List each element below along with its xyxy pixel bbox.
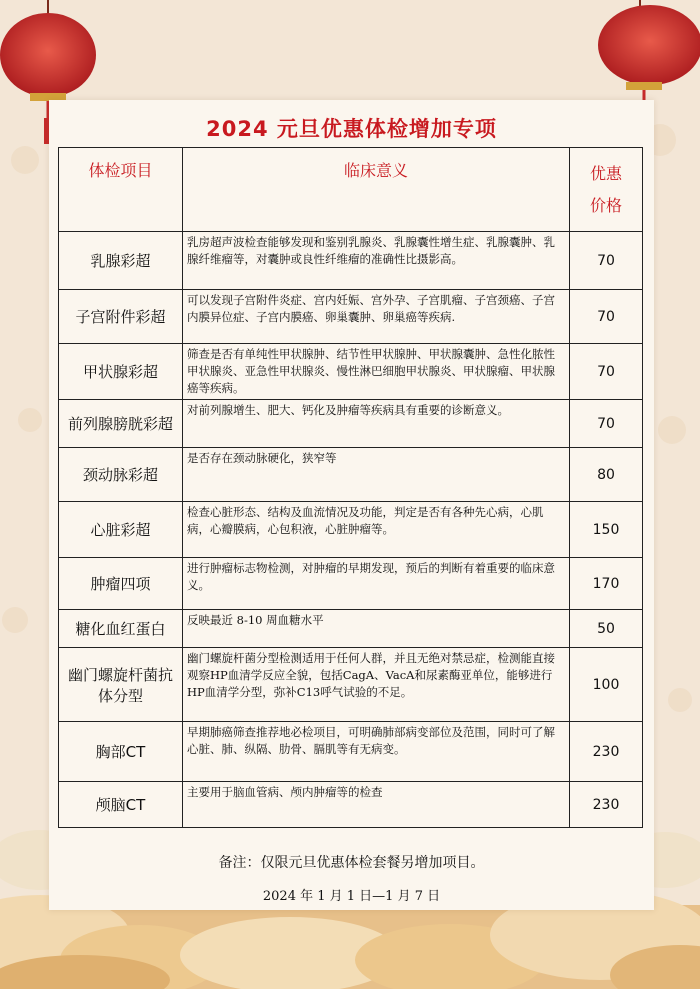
item-name: 乳腺彩超 — [59, 232, 183, 290]
item-meaning: 可以发现子宫附件炎症、宫内妊娠、宫外孕、子宫肌瘤、子宫颈癌、子宫内膜异位症、子宫内膜癌、卵巢囊肿、卵巢癌等疾病. — [183, 290, 570, 344]
item-name: 颈动脉彩超 — [59, 448, 183, 502]
item-name: 胸部CT — [59, 722, 183, 782]
table-row — [59, 232, 643, 290]
item-meaning: 主要用于脑血管病、颅内肿瘤等的检查 — [183, 782, 570, 828]
item-price: 50 — [570, 610, 643, 648]
table-row — [59, 782, 643, 828]
header-meaning: 临床意义 — [183, 148, 570, 232]
item-name: 颅脑CT — [59, 782, 183, 828]
note: 备注：仅限元旦优惠体检套餐另增加项目。 — [218, 855, 485, 871]
item-price: 100 — [570, 648, 643, 722]
item-meaning: 幽门螺旋杆菌分型检测适用于任何人群，并且无绝对禁忌症，检测能直接观察HP血清学反应全貌，包括CagA、VacA和尿素酶亚单位，能够进行HP血清学分型，弥补C13呼气试验的不足。 — [183, 648, 570, 722]
table-header-row — [59, 148, 643, 232]
item-price: 230 — [570, 722, 643, 782]
table-row — [59, 558, 643, 610]
item-price: 170 — [570, 558, 643, 610]
item-meaning: 是否存在颈动脉硬化，狭窄等 — [183, 448, 570, 502]
item-meaning: 进行肿瘤标志物检测，对肿瘤的早期发现，预后的判断有着重要的临床意义。 — [183, 558, 570, 610]
item-name: 糖化血红蛋白 — [59, 610, 183, 648]
item-price: 70 — [570, 400, 643, 448]
table-row — [59, 290, 643, 344]
table-row — [59, 648, 643, 722]
item-meaning: 反映最近 8-10 周血糖水平 — [183, 610, 570, 648]
header-item: 体检项目 — [59, 148, 183, 232]
item-price: 70 — [570, 232, 643, 290]
item-meaning: 筛查是否有单纯性甲状腺肿、结节性甲状腺肿、甲状腺囊肿、急性化脓性甲状腺炎、亚急性甲状腺炎、慢性淋巴细胞甲状腺炎、甲状腺瘤、甲状腺癌等疾病。 — [183, 344, 570, 400]
item-price: 70 — [570, 290, 643, 344]
item-price: 80 — [570, 448, 643, 502]
item-name: 子宫附件彩超 — [59, 290, 183, 344]
table-row — [59, 344, 643, 400]
item-name: 甲状腺彩超 — [59, 344, 183, 400]
header-price: 优惠 价格 — [570, 148, 643, 232]
item-meaning: 乳房超声波检查能够发现和鉴别乳腺炎、乳腺囊性增生症、乳腺囊肿、乳腺纤维瘤等，对囊肿或良性纤维瘤的准确性比摄影高。 — [183, 232, 570, 290]
table-row — [59, 400, 643, 448]
table-row — [59, 610, 643, 648]
date-range: 2024 年 1 月 1 日—1 月 7 日 — [262, 889, 441, 904]
table-row — [59, 448, 643, 502]
table-row — [59, 502, 643, 558]
item-name: 心脏彩超 — [59, 502, 183, 558]
item-name: 幽门螺旋杆菌抗体分型 — [59, 648, 183, 722]
item-meaning: 早期肺癌筛查推荐地必检项目，可明确肺部病变部位及范围，同时可了解心脏、肺、纵隔、肋骨、膈肌等有无病变。 — [183, 722, 570, 782]
item-price: 70 — [570, 344, 643, 400]
item-name: 前列腺膀胱彩超 — [59, 400, 183, 448]
page-title: 2024 元旦优惠体检增加专项 — [206, 117, 497, 141]
item-price: 150 — [570, 502, 643, 558]
table-row — [59, 722, 643, 782]
item-name: 肿瘤四项 — [59, 558, 183, 610]
item-meaning: 对前列腺增生、肥大、钙化及肿瘤等疾病具有重要的诊断意义。 — [183, 400, 570, 448]
item-price: 230 — [570, 782, 643, 828]
checkup-table — [58, 147, 643, 828]
item-meaning: 检查心脏形态、结构及血流情况及功能，判定是否有各种先心病，心肌病，心瓣膜病，心包积液，心脏肿瘤等。 — [183, 502, 570, 558]
